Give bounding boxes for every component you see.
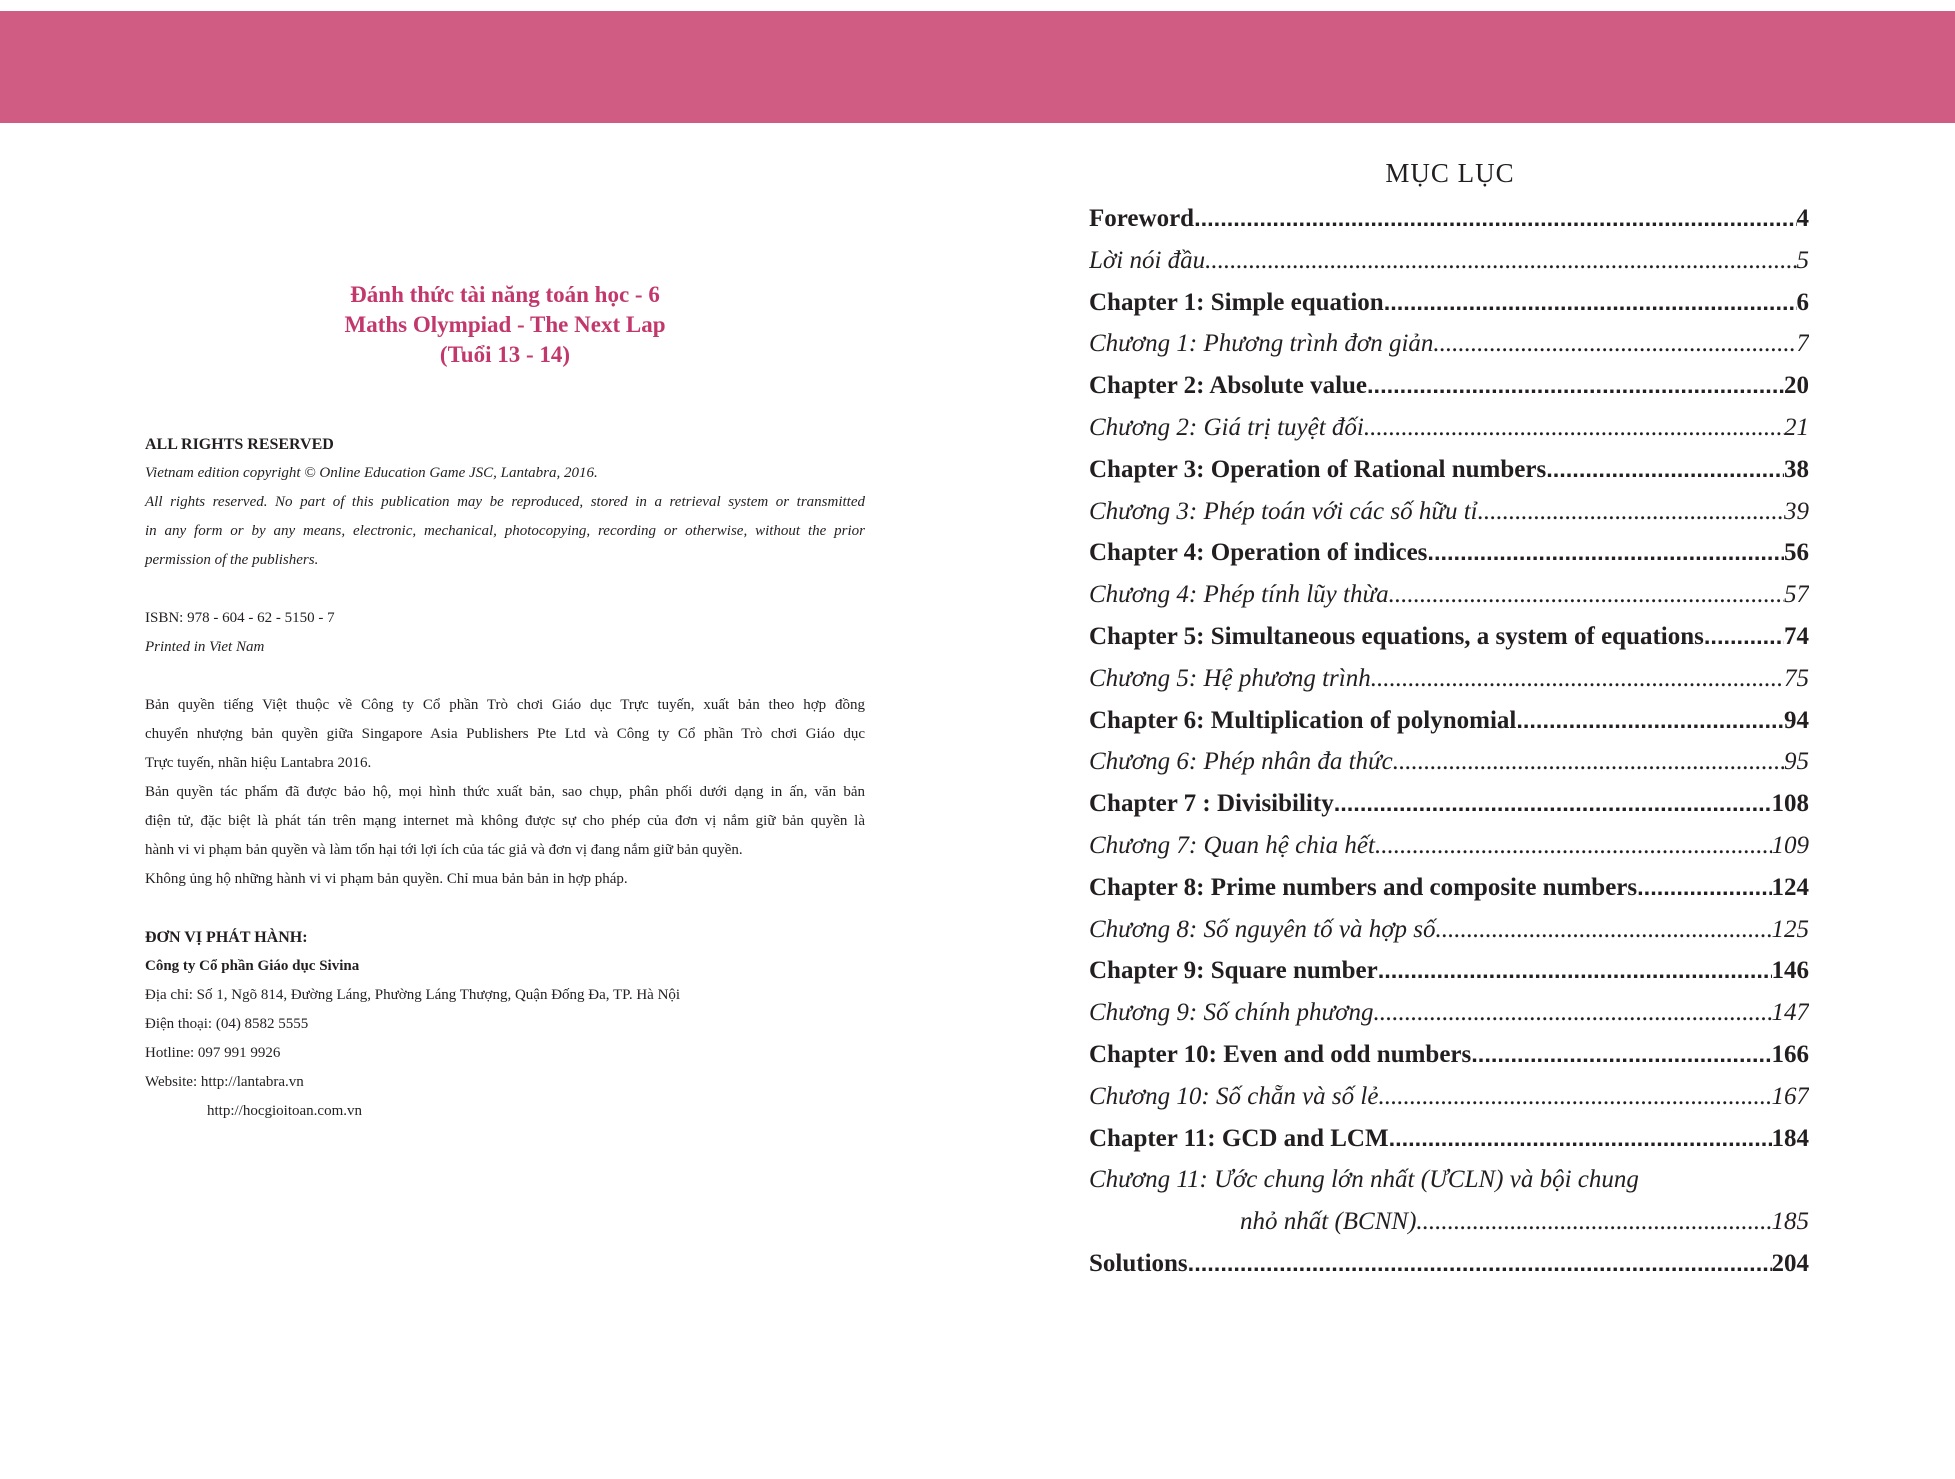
toc-entry-label: Lời nói đầu <box>1089 246 1206 274</box>
toc-dot-leader <box>1704 623 1784 650</box>
toc-entry-label: Chương 2: Giá trị tuyệt đối <box>1089 413 1364 441</box>
toc-dot-leader <box>1436 916 1772 944</box>
toc-dot-leader <box>1546 456 1784 483</box>
toc-entry-page: 5 <box>1796 246 1809 274</box>
toc-entry-label: Chương 10: Số chẵn và số lẻ <box>1089 1082 1379 1110</box>
toc-dot-leader <box>1393 748 1784 776</box>
toc-dot-leader <box>1384 289 1797 316</box>
toc-entry <box>1089 832 1809 874</box>
toc-entry-label: Chương 5: Hệ phương trình <box>1089 664 1371 692</box>
toc-entry-page: 185 <box>1771 1208 1809 1236</box>
toc-entry-label: Chapter 10: Even and odd numbers <box>1089 1040 1472 1068</box>
toc-entry <box>1089 707 1809 749</box>
toc-entry <box>1089 498 1809 540</box>
toc-dot-leader <box>1375 832 1772 860</box>
toc-entry-page: 57 <box>1784 581 1809 609</box>
toc-entry-page: 184 <box>1771 1124 1809 1152</box>
vn-para-line: hành vi vi phạm bản quyền và làm tổn hại tới lợi ích của tác giả và đơn vị đang nắm giữ bản quyền. <box>145 842 743 858</box>
toc-dot-leader <box>1516 707 1784 734</box>
toc-entry-label: Solutions <box>1089 1249 1188 1277</box>
toc-entry <box>1089 1166 1809 1208</box>
copyright-line: Vietnam edition copyright © Online Education Game JSC, Lantabra, 2016. <box>145 465 598 481</box>
vn-para-line: Không ủng hộ những hành vi vi phạm bản quyền. Chỉ mua bản bản in hợp pháp. <box>145 871 628 887</box>
rights-para-line: permission of the publishers. <box>145 552 319 568</box>
toc-entry-label: Chapter 2: Absolute value <box>1089 372 1368 400</box>
toc-entry <box>1089 790 1809 832</box>
rights-para-line: All rights reserved. No part of this publication may be reproduced, stored in a retrieval system or transmitted <box>145 494 865 510</box>
toc-entry <box>1089 1083 1809 1125</box>
toc-entry-label: Chapter 6: Multiplication of polynomial <box>1089 706 1517 734</box>
toc-dot-leader <box>1194 205 1796 232</box>
toc-entry <box>1089 874 1809 916</box>
toc-entry <box>1089 372 1809 414</box>
toc-title: MỤC LỤC <box>1385 158 1515 188</box>
printed-in: Printed in Viet Nam <box>145 639 265 655</box>
toc-dot-leader <box>1371 665 1784 693</box>
toc-entry-label: Chương 6: Phép nhân đa thức <box>1089 748 1393 776</box>
toc-dot-leader <box>1471 1041 1771 1068</box>
toc-entry-page: 146 <box>1771 957 1809 985</box>
toc-entry <box>1089 247 1809 289</box>
book-title-line: (Tuổi 13 - 14) <box>439 342 571 367</box>
toc-entry <box>1089 623 1809 665</box>
book-title-line: Maths Olympiad - The Next Lap <box>344 312 666 337</box>
vn-para-line: điện tử, đặc biệt là phát tán trên mạng internet mà không được sự cho phép của đơn vị nắm giữ bản quyền là <box>145 813 865 829</box>
toc-entry-page: 4 <box>1796 205 1809 232</box>
toc-entry-page: 75 <box>1784 664 1809 692</box>
toc-dot-leader <box>1378 957 1772 984</box>
rights-heading: ALL RIGHTS RESERVED <box>145 436 334 453</box>
toc-entry <box>1089 581 1809 623</box>
header-band <box>0 11 1955 123</box>
toc-entry-label: Chương 11: Ước chung lớn nhất (ƯCLN) và bội chung <box>1089 1166 1639 1194</box>
publisher-website: Website: http://lantabra.vn <box>145 1074 304 1090</box>
toc-entry-label: Chapter 7 : Divisibility <box>1089 790 1334 818</box>
toc-entry <box>1089 289 1809 331</box>
toc-entry-page: 147 <box>1771 999 1809 1027</box>
toc-entry-page: 125 <box>1771 915 1809 943</box>
toc-entry <box>1089 1041 1809 1083</box>
vn-para-line: Bản quyền tiếng Việt thuộc về Công ty Cổ phần Trò chơi Giáo dục Trực tuyến, xuất bản theo hợp đồng <box>145 697 865 713</box>
toc-dot-leader <box>1637 874 1771 901</box>
toc-entry <box>1089 916 1809 958</box>
toc-dot-leader <box>1378 1083 1771 1111</box>
toc-dot-leader <box>1364 414 1784 442</box>
toc-entry <box>1089 999 1809 1041</box>
toc-entry-label: Chapter 1: Simple equation <box>1089 288 1384 316</box>
publisher-website-2: http://hocgioitoan.com.vn <box>207 1103 362 1119</box>
publisher-name: Công ty Cổ phần Giáo dục Sivina <box>145 958 360 974</box>
toc-entry <box>1089 205 1809 247</box>
toc-entry <box>1089 539 1809 581</box>
toc-entry-page: 124 <box>1771 873 1809 901</box>
toc-dot-leader <box>1205 247 1796 275</box>
toc-entry-label: nhỏ nhất (BCNN) <box>1240 1208 1417 1236</box>
toc-entry-page: 20 <box>1784 372 1809 400</box>
toc-entry-page: 38 <box>1784 455 1809 483</box>
toc-entry <box>1089 665 1809 707</box>
book-title <box>145 280 865 370</box>
rights-block <box>145 430 865 1126</box>
toc-entry-page: 204 <box>1771 1249 1809 1277</box>
toc-entry-label: Chương 8: Số nguyên tố và hợp số <box>1089 915 1436 943</box>
book-title-line: Đánh thức tài năng toán học - 6 <box>350 282 660 307</box>
toc-dot-leader <box>1334 790 1772 817</box>
vn-para-line: Trực tuyến, nhãn hiệu Lantabra 2016. <box>145 755 372 771</box>
toc-entry <box>1089 414 1809 456</box>
toc-entry-page: 95 <box>1784 748 1809 776</box>
toc-entry <box>1089 748 1809 790</box>
toc-entry-page: 108 <box>1771 790 1809 818</box>
toc-entry-page: 6 <box>1796 288 1809 316</box>
toc-dot-leader <box>1478 498 1784 526</box>
toc-entry <box>1089 330 1809 372</box>
publisher-address: Địa chỉ: Số 1, Ngõ 814, Đường Láng, Phường Láng Thượng, Quận Đống Đa, TP. Hà Nội <box>145 987 681 1003</box>
toc-dot-leader <box>1433 330 1796 358</box>
toc-entry-label: Chapter 4: Operation of indices <box>1089 539 1428 567</box>
toc-dot-leader <box>1188 1250 1772 1277</box>
vn-para-line: chuyển nhượng bản quyền giữa Singapore Asia Publishers Pte Ltd và Công ty Cổ phần Trò chơi Giáo dục <box>145 726 865 742</box>
publisher-hotline: Hotline: 097 991 9926 <box>145 1045 281 1061</box>
toc-entry-label: Chương 7: Quan hệ chia hết <box>1089 831 1375 859</box>
toc-entry-label: Chapter 3: Operation of Rational numbers <box>1089 455 1547 483</box>
toc-entry-label: Chương 4: Phép tính lũy thừa <box>1089 581 1389 609</box>
toc-entry-label: Chương 9: Số chính phương <box>1089 999 1374 1027</box>
toc-entry-page: 109 <box>1771 831 1809 859</box>
toc-entry-label: Chương 1: Phương trình đơn giản <box>1089 330 1434 358</box>
toc-entry-label: Chapter 8: Prime numbers and composite numbers <box>1089 873 1638 901</box>
toc-entry-label: Chapter 9: Square number <box>1089 957 1378 985</box>
toc-entry-page: 94 <box>1784 706 1809 734</box>
toc-entry-label: Chapter 5: Simultaneous equations, a system of equations <box>1089 622 1704 650</box>
toc-entry-page: 167 <box>1771 1082 1809 1110</box>
toc-entry <box>1089 1125 1809 1167</box>
toc-entry-page: 21 <box>1784 413 1809 441</box>
toc-dot-leader <box>1416 1208 1771 1236</box>
toc-entry-page: 74 <box>1784 622 1809 650</box>
toc-entry <box>1089 1208 1809 1250</box>
toc-entry-label: Chapter 11: GCD and LCM <box>1089 1124 1389 1152</box>
toc-entry-page: 7 <box>1796 330 1809 358</box>
toc-dot-leader <box>1367 372 1784 399</box>
toc-entry <box>1089 957 1809 999</box>
toc-entry <box>1089 1250 1809 1292</box>
isbn: ISBN: 978 - 604 - 62 - 5150 - 7 <box>145 610 335 626</box>
publisher-heading: ĐƠN VỊ PHÁT HÀNH: <box>145 929 308 946</box>
toc-dot-leader <box>1389 581 1784 609</box>
publisher-phone: Điện thoại: (04) 8582 5555 <box>145 1016 309 1032</box>
toc-dot-leader <box>1374 999 1772 1027</box>
toc-entry-label: Foreword <box>1089 205 1195 232</box>
vn-para-line: Bản quyền tác phẩm đã được bảo hộ, mọi hình thức xuất bản, sao chụp, phân phối dưới dạng in ấn, văn bản <box>145 784 865 800</box>
rights-para-line: in any form or by any means, electronic, mechanical, photocopying, recording or otherwise, without the prior <box>145 523 865 539</box>
toc-entry-page: 166 <box>1771 1040 1809 1068</box>
toc-entry-page: 56 <box>1784 539 1809 567</box>
toc-entry-page: 39 <box>1784 497 1809 525</box>
table-of-contents <box>1089 205 1809 1292</box>
toc-dot-leader <box>1389 1125 1772 1152</box>
toc-entry <box>1089 456 1809 498</box>
toc-dot-leader <box>1427 539 1784 566</box>
toc-entry-label: Chương 3: Phép toán với các số hữu tỉ <box>1089 497 1478 525</box>
